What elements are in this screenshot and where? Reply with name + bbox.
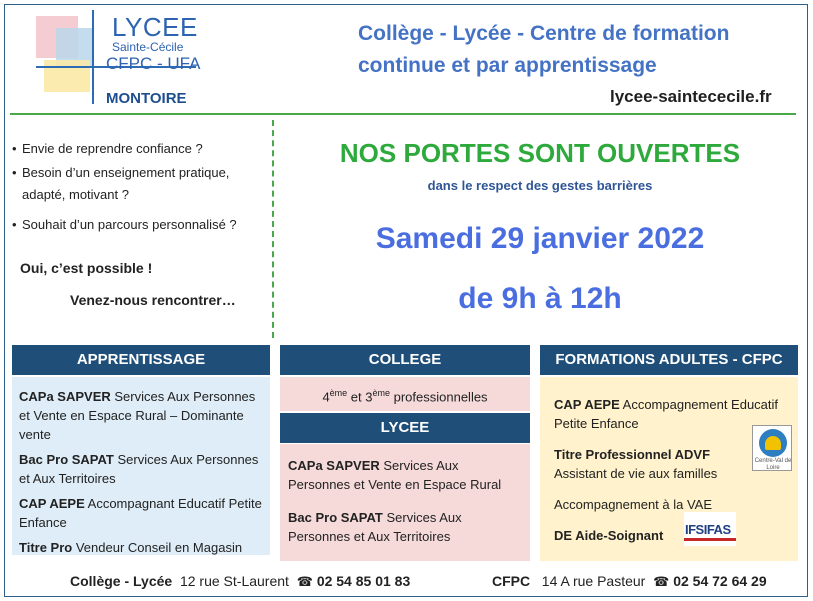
intro-question-1: • Envie de reprendre confiance ? — [12, 141, 203, 156]
logo-line2: Sainte-Cécile — [112, 40, 184, 54]
phone-icon: ☎ — [296, 574, 313, 589]
list-item: CAP AEPE Accompagnant Educatif Petite Enfance — [19, 496, 262, 530]
logo-line3: CFPC - UFA — [106, 54, 201, 73]
site-url[interactable]: lycee-saintececile.fr — [610, 87, 772, 106]
list-item: CAPa SAPVER Services Aux Personnes et Vente en Espace Rural — [288, 458, 502, 492]
lycee-panel — [280, 444, 530, 561]
list-item: Titre Professionnel ADVF Assistant de vie aux familles — [554, 447, 718, 481]
adultes-banner: FORMATIONS ADULTES - CFPC — [540, 345, 798, 375]
dashed-divider — [272, 120, 274, 338]
list-item: Accompagnement à la VAE — [554, 497, 713, 512]
header-divider — [10, 113, 796, 115]
apprentissage-panel — [12, 377, 270, 555]
event-hours: de 9h à 12h — [458, 282, 622, 315]
college-banner: COLLEGE — [280, 345, 530, 375]
footer-right: CFPC 14 A rue Pasteur ☎ 02 54 72 64 29 — [492, 573, 767, 589]
logo-line1: LYCEE — [112, 12, 198, 42]
list-item: DE Aide-Soignant — [554, 528, 664, 543]
lycee-banner: LYCEE — [280, 413, 530, 443]
school-logo — [36, 10, 201, 106]
list-item: Bac Pro SAPAT Services Aux Personnes et Aux Territoires — [19, 452, 259, 486]
event-headline: NOS PORTES SONT OUVERTES — [339, 138, 741, 168]
intro-question-2: • Besoin d’un enseignement pratique, adapté, motivant ? — [12, 165, 230, 202]
phone-icon: ☎ — [653, 574, 670, 589]
footer-left: Collège - Lycée 12 rue St-Laurent ☎ 02 54 85 01 83 — [70, 573, 411, 589]
region-logo: Centre-Val de Loire — [752, 425, 792, 471]
intro-invitation: Venez-nous rencontrer… — [70, 292, 236, 308]
intro-question-3: • Souhait d’un parcours personnalisé ? — [12, 217, 237, 232]
apprentissage-banner: APPRENTISSAGE — [12, 345, 270, 375]
list-item: CAPa SAPVER Services Aux Personnes et Vente en Espace Rural – Dominante vente — [19, 389, 256, 442]
list-item: Bac Pro SAPAT Services Aux Personnes et Aux Territoires — [288, 510, 462, 544]
intro-answer: Oui, c’est possible ! — [20, 260, 153, 276]
event-subline: dans le respect des gestes barrières — [427, 178, 653, 193]
event-date: Samedi 29 janvier 2022 — [375, 222, 705, 255]
college-panel: 4ème et 3ème professionnelles — [280, 377, 530, 411]
logo-line4: MONTOIRE — [106, 90, 187, 107]
list-item: CAP AEPE Accompagnement Educatif Petite Enfance — [554, 397, 779, 431]
list-item: Titre Pro Vendeur Conseil en Magasin — [19, 540, 243, 555]
header-title: Collège - Lycée - Centre de formation continue et par apprentissage — [358, 22, 730, 77]
ifsi-logo: IFSIFAS — [684, 512, 736, 546]
